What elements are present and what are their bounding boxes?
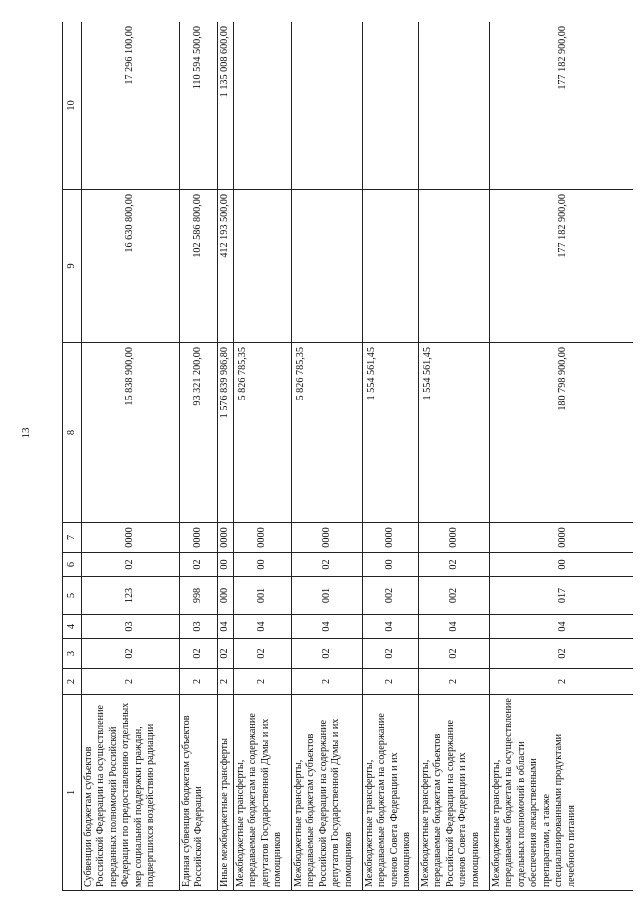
amount-cell: [234, 190, 292, 343]
amount-cell: [363, 22, 419, 190]
amount-cell: [419, 190, 490, 343]
row-name-cell: Межбюджетные трансферты, передаваемые бюджетам субъектов Российской Федерации на содержание членов Совета Федерации и их помощников: [419, 695, 490, 891]
table-row: [82, 22, 180, 891]
code-cell: 0000: [218, 523, 234, 553]
code-cell: 2: [234, 669, 292, 695]
header-cell: 7: [63, 523, 82, 553]
code-cell: 02: [419, 639, 490, 669]
amount-cell: [363, 190, 419, 343]
code-cell: 02: [180, 639, 218, 669]
amount-cell: 1 554 561,45: [419, 343, 490, 523]
header-cell: 5: [63, 577, 82, 615]
header-cell: 6: [63, 553, 82, 577]
code-cell: 2: [180, 669, 218, 695]
rotated-table-canvas: [62, 22, 633, 891]
amount-cell: [292, 22, 363, 190]
table-row: [363, 22, 419, 891]
code-cell: 04: [218, 615, 234, 639]
code-cell: 00: [363, 553, 419, 577]
amount-cell: 177 182 900,00: [490, 22, 634, 190]
header-cell: 3: [63, 639, 82, 669]
amount-cell: 110 594 500,00: [180, 22, 218, 190]
header-cell: 2: [63, 669, 82, 695]
code-cell: 2: [419, 669, 490, 695]
code-cell: 04: [234, 615, 292, 639]
amount-cell: 93 321 200,00: [180, 343, 218, 523]
table-row: [419, 22, 490, 891]
code-cell: 04: [490, 615, 634, 639]
code-cell: 02: [82, 553, 180, 577]
code-cell: 123: [82, 577, 180, 615]
amount-cell: 1 576 839 986,80: [218, 343, 234, 523]
amount-cell: [419, 22, 490, 190]
code-cell: 0000: [82, 523, 180, 553]
row-name-cell: Межбюджетные трансферты, передаваемые бюджетам субъектов Российской Федерации на содержание депутатов Государственной Думы и их помощников: [292, 695, 363, 891]
code-cell: 001: [292, 577, 363, 615]
table-row: [218, 22, 234, 891]
code-cell: 000: [218, 577, 234, 615]
code-cell: 00: [234, 553, 292, 577]
header-cell: 10: [63, 22, 82, 190]
amount-cell: 180 798 900,00: [490, 343, 634, 523]
amount-cell: 1 135 008 600,00: [218, 22, 234, 190]
header-cell: 1: [63, 695, 82, 891]
amount-cell: 16 630 800,00: [82, 190, 180, 343]
row-name-cell: Иные межбюджетные трансферты: [218, 695, 234, 891]
row-name-cell: Межбюджетные трансферты, передаваемые бюджетам на содержание депутатов Государственной Думы и их помощников: [234, 695, 292, 891]
row-name-cell: Межбюджетные трансферты, передаваемые бюджетам на содержание членов Совета Федерации и их помощников: [363, 695, 419, 891]
amount-cell: [292, 190, 363, 343]
code-cell: 002: [419, 577, 490, 615]
header-cell: 8: [63, 343, 82, 523]
code-cell: 02: [419, 553, 490, 577]
code-cell: 04: [292, 615, 363, 639]
amount-cell: 5 826 785,35: [292, 343, 363, 523]
code-cell: 02: [292, 553, 363, 577]
code-cell: 0000: [180, 523, 218, 553]
header-cell: 9: [63, 190, 82, 343]
budget-table: [62, 22, 633, 891]
amount-cell: 177 182 900,00: [490, 190, 634, 343]
header-row: [63, 22, 82, 891]
code-cell: 03: [82, 615, 180, 639]
code-cell: 0000: [490, 523, 634, 553]
code-cell: 03: [180, 615, 218, 639]
amount-cell: 1 554 561,45: [363, 343, 419, 523]
amount-cell: 5 826 785,35: [234, 343, 292, 523]
code-cell: 2: [218, 669, 234, 695]
row-name-cell: Единая субвенция бюджетам субъектов Российской Федерации: [180, 695, 218, 891]
code-cell: 0000: [419, 523, 490, 553]
amount-cell: [234, 22, 292, 190]
code-cell: 04: [363, 615, 419, 639]
code-cell: 2: [363, 669, 419, 695]
code-cell: 02: [292, 639, 363, 669]
code-cell: 0000: [292, 523, 363, 553]
code-cell: 0000: [363, 523, 419, 553]
code-cell: 02: [218, 639, 234, 669]
table-row: [490, 22, 634, 891]
row-name-cell: Межбюджетные трансферты, передаваемые бюджетам на осуществление отдельных полномочий в области обеспечения лекарственными препаратами, а также специализированными продуктами лечебного питания: [490, 695, 634, 891]
code-cell: 02: [180, 553, 218, 577]
code-cell: 00: [490, 553, 634, 577]
code-cell: 002: [363, 577, 419, 615]
code-cell: 2: [82, 669, 180, 695]
code-cell: 02: [82, 639, 180, 669]
amount-cell: 17 296 100,00: [82, 22, 180, 190]
row-name-cell: Субвенции бюджетам субъектов Российской Федерации на осуществление переданных полномочий Российской Федерации по предоставлению отдельных мер социальной поддержки граждан, подвергшихся воздействию радиации: [82, 695, 180, 891]
amount-cell: 15 838 900,00: [82, 343, 180, 523]
code-cell: 02: [363, 639, 419, 669]
code-cell: 001: [234, 577, 292, 615]
code-cell: 0000: [234, 523, 292, 553]
code-cell: 00: [218, 553, 234, 577]
code-cell: 04: [419, 615, 490, 639]
amount-cell: 102 586 800,00: [180, 190, 218, 343]
code-cell: 02: [490, 639, 634, 669]
table-row: [234, 22, 292, 891]
amount-cell: 412 193 500,00: [218, 190, 234, 343]
rotated-table-wrapper: [62, 22, 633, 891]
code-cell: 2: [292, 669, 363, 695]
code-cell: 2: [490, 669, 634, 695]
code-cell: 02: [234, 639, 292, 669]
table-row: [292, 22, 363, 891]
code-cell: 017: [490, 577, 634, 615]
code-cell: 998: [180, 577, 218, 615]
header-cell: 4: [63, 615, 82, 639]
page-number: 13: [20, 427, 32, 439]
table-row: [180, 22, 218, 891]
